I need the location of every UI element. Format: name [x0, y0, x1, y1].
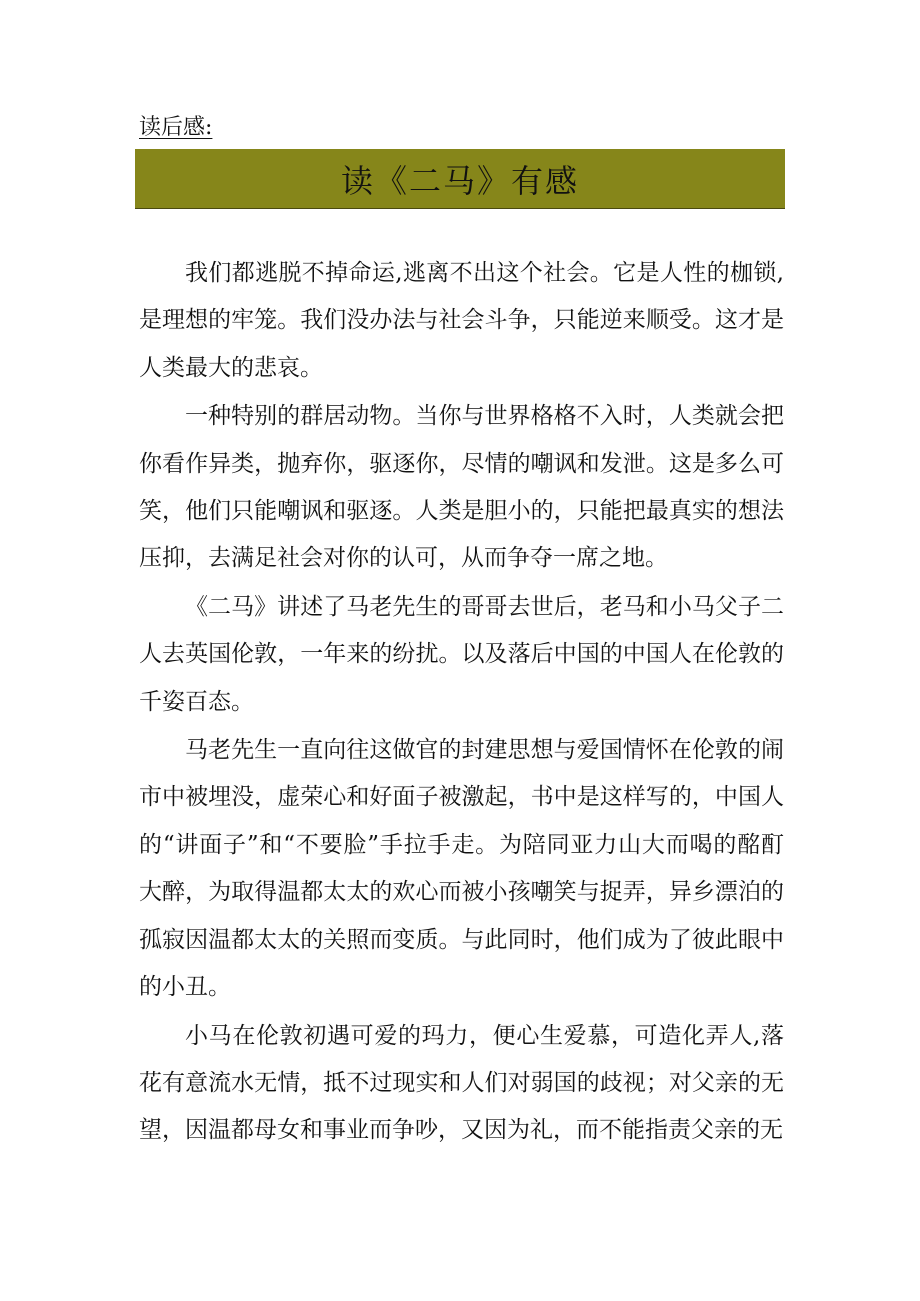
body-text	[139, 250, 784, 1156]
paragraph-5: 小马在伦敦初遇可爱的玛力，便心生爱慕，可造化弄人,落花有意流水无情，抵不过现实和人们对弱国的歧视；对父亲的无望，因温都母女和事业而争吵，又因为礼，而不能指责父亲的无	[139, 1022, 784, 1144]
paragraph-3: 《二马》讲述了马老先生的哥哥去世后，老马和小马父子二人去英国伦敦，一年来的纷扰。以及落后中国的中国人在伦敦的千姿百态。	[139, 593, 784, 715]
page-title: 读《二马》有感	[340, 161, 579, 200]
paragraph-1: 我们都逃脱不掉命运,逃离不出这个社会。它是人性的枷锁,是理想的牢笼。我们没办法与社会斗争，只能逆来顺受。这才是人类最大的悲哀。	[139, 260, 784, 381]
section-label: 读后感:	[139, 115, 213, 140]
paragraph-2: 一种特别的群居动物。当你与世界格格不入时，人类就会把你看作异类，抛弃你，驱逐你，尽情的嘲讽和发泄。这是多么可笑，他们只能嘲讽和驱逐。人类是胆小的，只能把最真实的想法压抑，去满足社会对你的认可，从而争夺一席之地。	[139, 403, 784, 572]
title-banner	[135, 149, 785, 209]
paragraph-4: 马老先生一直向往这做官的封建思想与爱国情怀在伦敦的闹市中被埋没，虚荣心和好面子被激起，书中是这样写的，中国人的“讲面子”和“不要脸”手拉手走。为陪同亚力山大而喝的酩酊大醉，为取得温都太太的欢心而被小孩嘲笑与捉弄，异乡漂泊的孤寂因温都太太的关照而变质。与此同时，他们成为了彼此眼中的小丑。	[139, 737, 784, 1001]
